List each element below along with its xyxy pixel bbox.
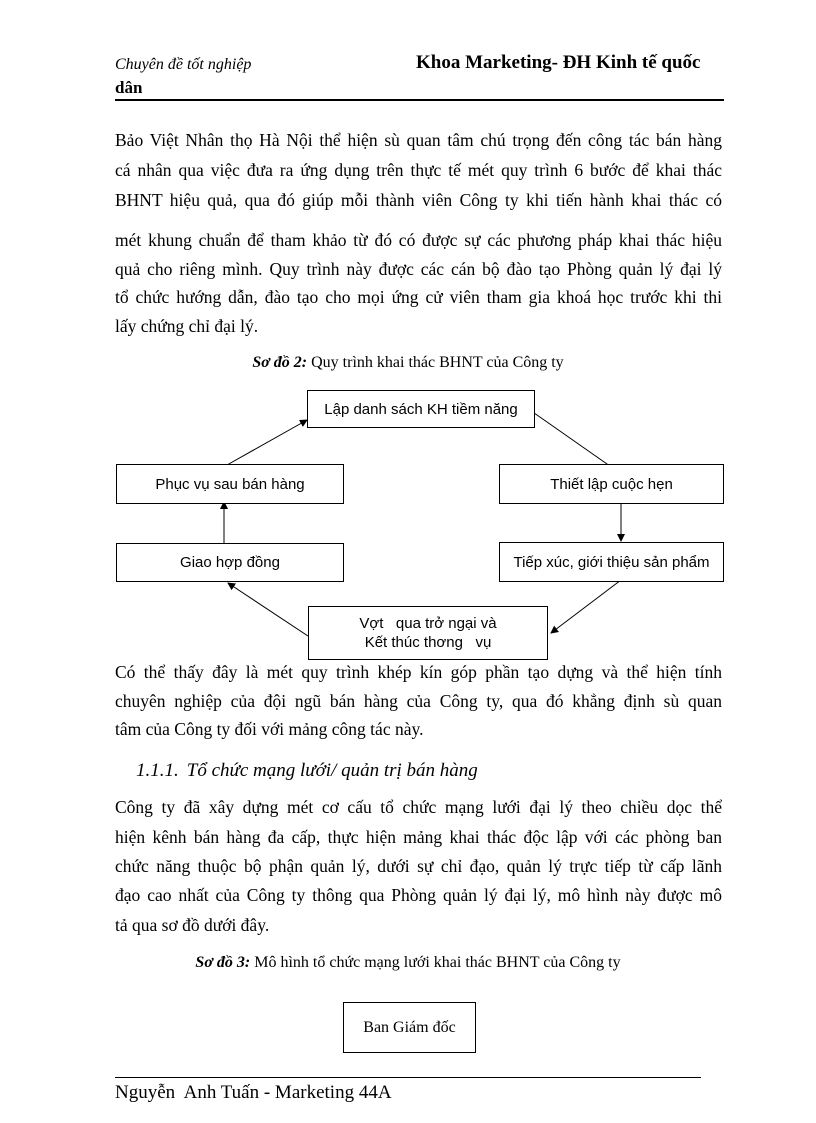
footer-rule: [115, 1077, 701, 1078]
header-right: Khoa Marketing- ĐH Kinh tế quốc: [416, 52, 701, 73]
paragraph3-line: tả qua sơ đồ dưới đây.: [115, 915, 270, 935]
section-title: Tổ chức mạng lưới/ quản trị bán hàng: [186, 760, 478, 781]
paragraph1-line: BHNT hiệu quả, qua đó giúp mỗi thành viên Công ty khi tiến hành khai thác có: [115, 190, 722, 210]
flow-box-list: Lập danh sách KH tiềm năng: [307, 390, 535, 428]
diagram2-caption-label: Sơ đồ 2:: [252, 354, 308, 371]
flow-box-contract: Giao hợp đồng: [116, 543, 344, 582]
diagram3-caption-label: Sơ đồ 3:: [195, 954, 251, 971]
paragraph1-line: cá nhân qua việc đưa ra ứng dụng trên thực tế mét quy trình 6 bước để khai thác: [115, 160, 722, 180]
section-number: 1.1.1.: [136, 760, 179, 781]
diagram3-caption: [0, 954, 816, 972]
paragraph3-line: chức năng thuộc bộ phận quản lý, dưới sự chỉ đạo, quản lý trực tiếp từ cấp lãnh: [115, 856, 722, 876]
diagram3-caption-text: Mô hình tổ chức mạng lưới khai thác BHNT của Công ty: [250, 954, 621, 971]
paragraph2-line: chuyên nghiệp của đội ngũ bán hàng của Công ty, qua đó khẳng định sù quan: [115, 691, 722, 711]
paragraph1-line: tổ chức hướng dẫn, đào tạo cho mọi ứng cử viên tham gia khoá học trước khi thi: [115, 287, 722, 307]
paragraph1-line: mét khung chuẩn để tham khảo từ đó có được sự các phương pháp khai thác hiệu: [115, 230, 722, 250]
paragraph2-line: Có thể thấy đây là mét quy trình khép kín góp phần tạo dựng và thể hiện tính: [115, 662, 722, 682]
flow-box-aftersale: Phục vụ sau bán hàng: [116, 464, 344, 504]
flow-box-appointment: Thiết lập cuộc hẹn: [499, 464, 724, 504]
arrow-aftersale-to-list: [227, 420, 307, 465]
diagram2-caption-text: Quy trình khai thác BHNT của Công ty: [307, 354, 564, 371]
flow-box-objection-line1: Vợt qua trở ngại và: [359, 615, 497, 632]
arrow-objection-to-contract: [228, 583, 308, 636]
flow-box-objection: [308, 606, 548, 660]
section-heading: [136, 760, 486, 782]
paragraph3-line: Công ty đã xây dựng mét cơ cấu tổ chức mạng lưới đại lý theo chiều dọc thể: [115, 797, 722, 817]
paragraph1-line: quả cho riêng mình. Quy trình này được các cán bộ đào tạo Phòng quản lý đại lý: [115, 259, 722, 279]
paragraph3-line: hiện kênh bán hàng đa cấp, thực hiện mảng khai thác độc lập với các phòng ban: [115, 827, 722, 847]
footer-author: Nguyễn Anh Tuấn - Marketing 44A: [115, 1082, 392, 1103]
paragraph3-line: đạo cao nhất của Công ty thông qua Phòng quản lý đại lý, mô hình này được mô: [115, 885, 722, 905]
arrow-contact-to-objection: [551, 580, 621, 633]
org-box-board: Ban Giám đốc: [343, 1002, 476, 1053]
flow-box-contact: Tiếp xúc, giới thiệu sản phẩm: [499, 542, 724, 582]
header-right-continued: dân: [115, 78, 143, 97]
header-left: Chuyên đề tốt nghiệp: [115, 56, 252, 73]
paragraph1-line: Bảo Việt Nhân thọ Hà Nội thể hiện sù quan tâm chú trọng đến công tác bán hàng: [115, 130, 722, 150]
paragraph2-line: tâm của Công ty đối với mảng công tác này.: [115, 719, 424, 739]
paragraph1-line: lấy chứng chỉ đại lý.: [115, 316, 259, 336]
flow-box-objection-line2: Kết thúc thơng vụ: [364, 634, 492, 651]
